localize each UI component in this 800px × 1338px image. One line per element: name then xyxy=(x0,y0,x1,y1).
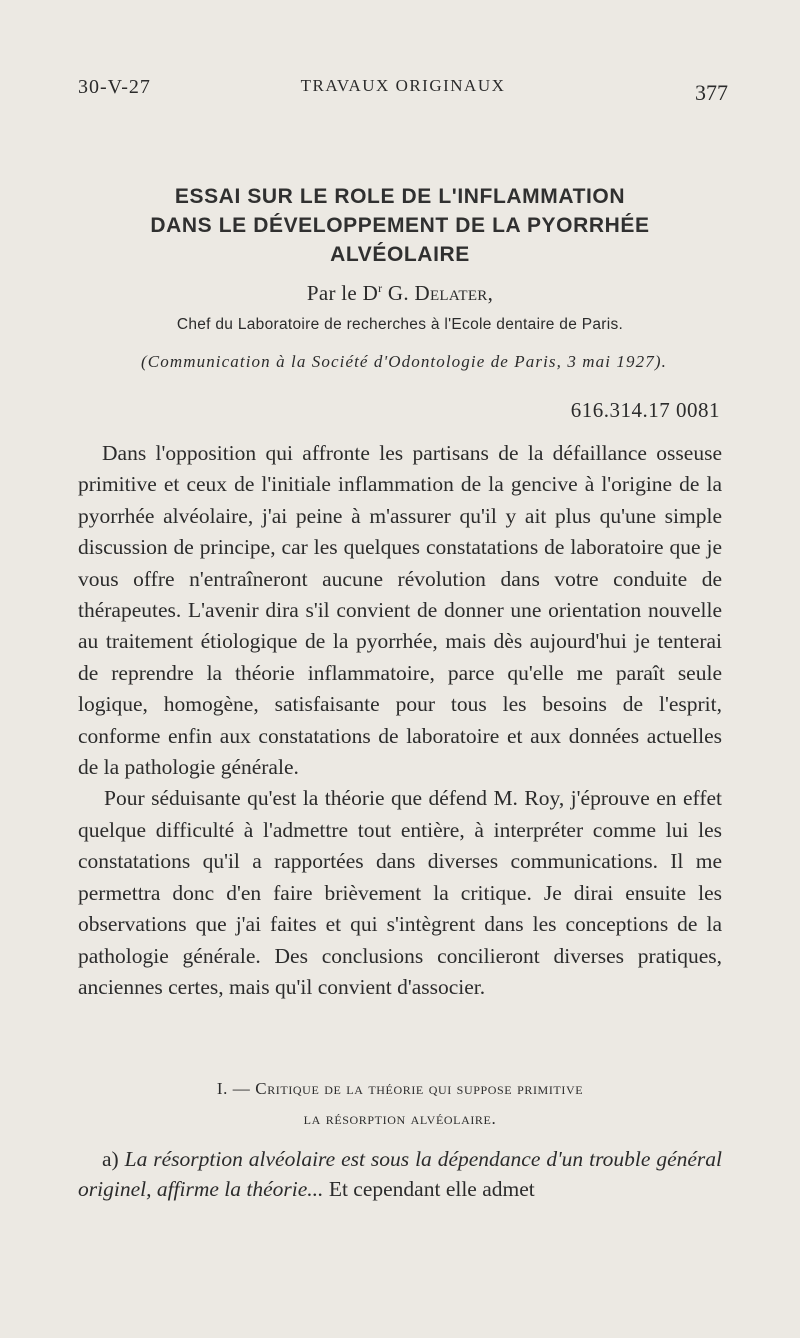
subsection-text: Et cependant elle admet xyxy=(323,1177,535,1201)
article-body xyxy=(78,438,722,1003)
paragraph-1: Dans l'opposition qui affronte les partisans de la défaillance osseuse primitive et ceux de l'initiale inflammation de la gencive à l'origine de la pyorrhée alvéolaire, j'ai peine à m'assurer qu'il y ait plus qu'une simple discussion de principe, car les quelques constatations de laboratoire que je vous offre n'entraîneront aucune révolution dans votre conduite de thérapeutes. L'avenir dira s'il convient de donner une orientation nouvelle au traitement étiologique de la pyorrhée, mais dès aujourd'hui je tenterai de reprendre la théorie inflammatoire, parce qu'elle me paraît seule logique, homogène, satisfaisante pour tous les besoins de l'esprit, conforme enfin aux constatations de laboratoire et aux données actuelles de la pathologie générale. xyxy=(78,441,722,780)
title-line-2: DANS LE DÉVELOPPEMENT DE LA PYORRHÉE xyxy=(150,214,650,237)
author-prefix: Par le D xyxy=(306,281,379,305)
running-head xyxy=(78,76,728,106)
section-heading-line-2: la résorption alvéolaire. xyxy=(303,1109,497,1128)
author-title-sup: r xyxy=(378,281,383,295)
journal-section: TRAVAUX ORIGINAUX xyxy=(300,76,506,95)
title-line-3: ALVÉOLAIRE xyxy=(330,243,470,266)
subsection-a xyxy=(78,1144,722,1204)
paragraph-2: Pour séduisante qu'est la théorie que défend M. Roy, j'éprouve en effet quelque difficulté à l'admettre tout entière, à interpréter comme lui les constatations qu'il a rapportées dans diverses communications. Il me permettra donc d'en faire brièvement la critique. Je dirai ensuite les observations que j'ai faites et qui s'intègrent dans les conceptions de la pathologie générale. Des conclusions concilieront diverses pratiques, anciennes certes, mais qu'il convient d'associer. xyxy=(78,786,722,999)
author-line xyxy=(0,281,800,306)
page-number: 377 xyxy=(695,80,728,105)
title-line-1: ESSAI SUR LE ROLE DE L'INFLAMMATION xyxy=(174,185,626,208)
section-heading xyxy=(78,1074,722,1134)
subsection-label: a) xyxy=(102,1147,125,1171)
section-heading-line-1: I. — Critique de la théorie qui suppose primitive xyxy=(216,1079,584,1098)
subsection-italic-text: La résorption alvéolaire est sous la dépendance d'un trouble général originel, affirme la théorie... xyxy=(78,1147,723,1201)
classification-number: 616.314.17 0081 xyxy=(570,398,720,422)
issue-date: 30-V-27 xyxy=(78,76,151,98)
author-affiliation: Chef du Laboratoire de recherches à l'Ecole dentaire de Paris. xyxy=(176,316,624,333)
article-title xyxy=(60,182,740,269)
author-name: G. Delater, xyxy=(382,281,494,305)
communication-note: (Communication à la Société d'Odontologie de Paris, 3 mai 1927). xyxy=(141,352,667,371)
